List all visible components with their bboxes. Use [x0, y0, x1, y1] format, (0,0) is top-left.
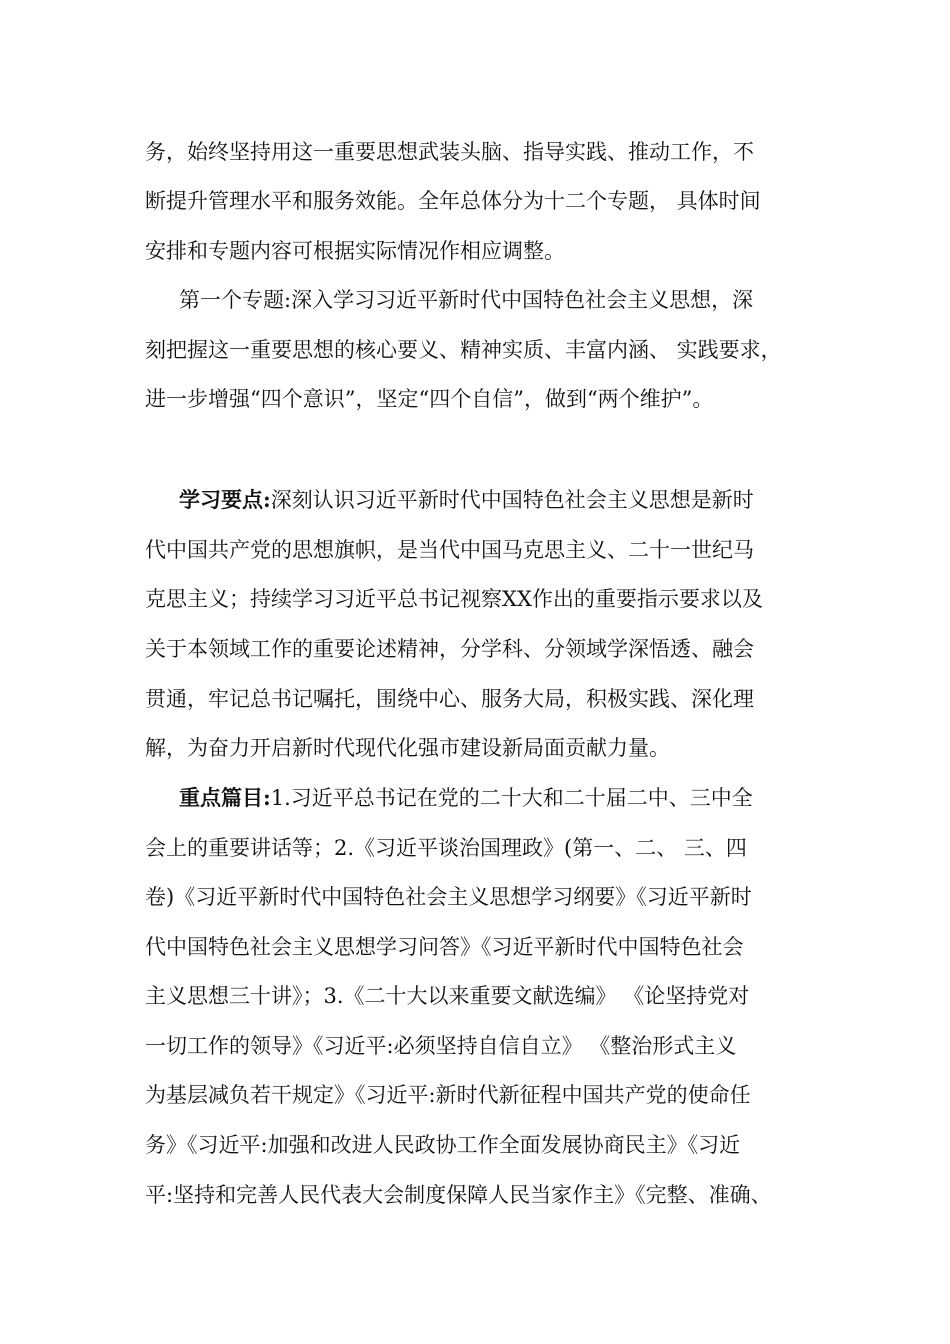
key-readings-text: 1.习近平总书记在党的二十大和二十届二中、三中全	[270, 786, 753, 810]
study-points-text: 深刻认识习近平新时代中国特色社会主义思想是新时	[270, 488, 754, 512]
topic-line-2: 刻把握这一重要思想的核心要义、精神实质、丰富内涵、 实践要求，	[145, 338, 782, 362]
topic-line-3: 进一步增强“四个意识”，坚定“四个自信”，做到“两个维护”。	[145, 387, 714, 411]
intro-line-3: 安排和专题内容可根据实际情况作相应调整。	[145, 239, 565, 263]
study-points-line: 关于本领域工作的重要论述精神，分学科、分领域学深悟透、融会	[145, 637, 754, 661]
key-readings-line: 务》《习近平:加强和改进人民政协工作全面发展协商民主》《习近	[145, 1133, 741, 1157]
key-readings-line: 平:坚持和完善人民代表大会制度保障人民当家作主》《完整、准确、	[145, 1183, 772, 1207]
topic-line-1: 第一个专题:深入学习习近平新时代中国特色社会主义思想，深	[179, 288, 754, 312]
study-points-label: 学习要点:	[179, 487, 271, 512]
key-readings-line: 为基层减负若干规定》《习近平:新时代新征程中国共产党的使命任	[145, 1083, 751, 1107]
intro-line-1: 务，始终坚持用这一重要思想武装头脑、指导实践、推动工作，不	[145, 140, 754, 164]
intro-line-2: 断提升管理水平和服务效能。全年总体分为十二个专题， 具体时间	[145, 189, 761, 213]
study-points-line: 贯通，牢记总书记嘱托，围绕中心、服务大局，积极实践、深化理	[145, 687, 754, 711]
key-readings-line: 一切工作的领导》《习近平:必须坚持自信自立》 《整治形式主义	[145, 1034, 737, 1058]
key-readings-line: 代中国特色社会主义思想学习问答》《习近平新时代中国特色社会	[145, 935, 744, 959]
key-readings-line: 主义思想三十讲》；3.《二十大以来重要文献选编》 《论坚持党对	[145, 984, 750, 1008]
key-readings-line: 会上的重要讲话等；2.《习近平谈治国理政》(第一、二、 三、四	[145, 836, 747, 860]
study-points-line: 代中国共产党的思想旗帜，是当代中国马克思主义、二十一世纪马	[145, 538, 754, 562]
key-readings-line: 卷)《习近平新时代中国特色社会主义思想学习纲要》《习近平新时	[145, 885, 752, 909]
study-points-first-line	[179, 485, 869, 515]
study-points-line: 解，为奋力开启新时代现代化强市建设新局面贡献力量。	[145, 736, 670, 760]
key-readings-label: 重点篇目:	[179, 785, 271, 810]
key-readings-first-line	[179, 783, 869, 813]
study-points-line: 克思主义；持续学习习近平总书记视察XX作出的重要指示要求以及	[145, 587, 763, 611]
